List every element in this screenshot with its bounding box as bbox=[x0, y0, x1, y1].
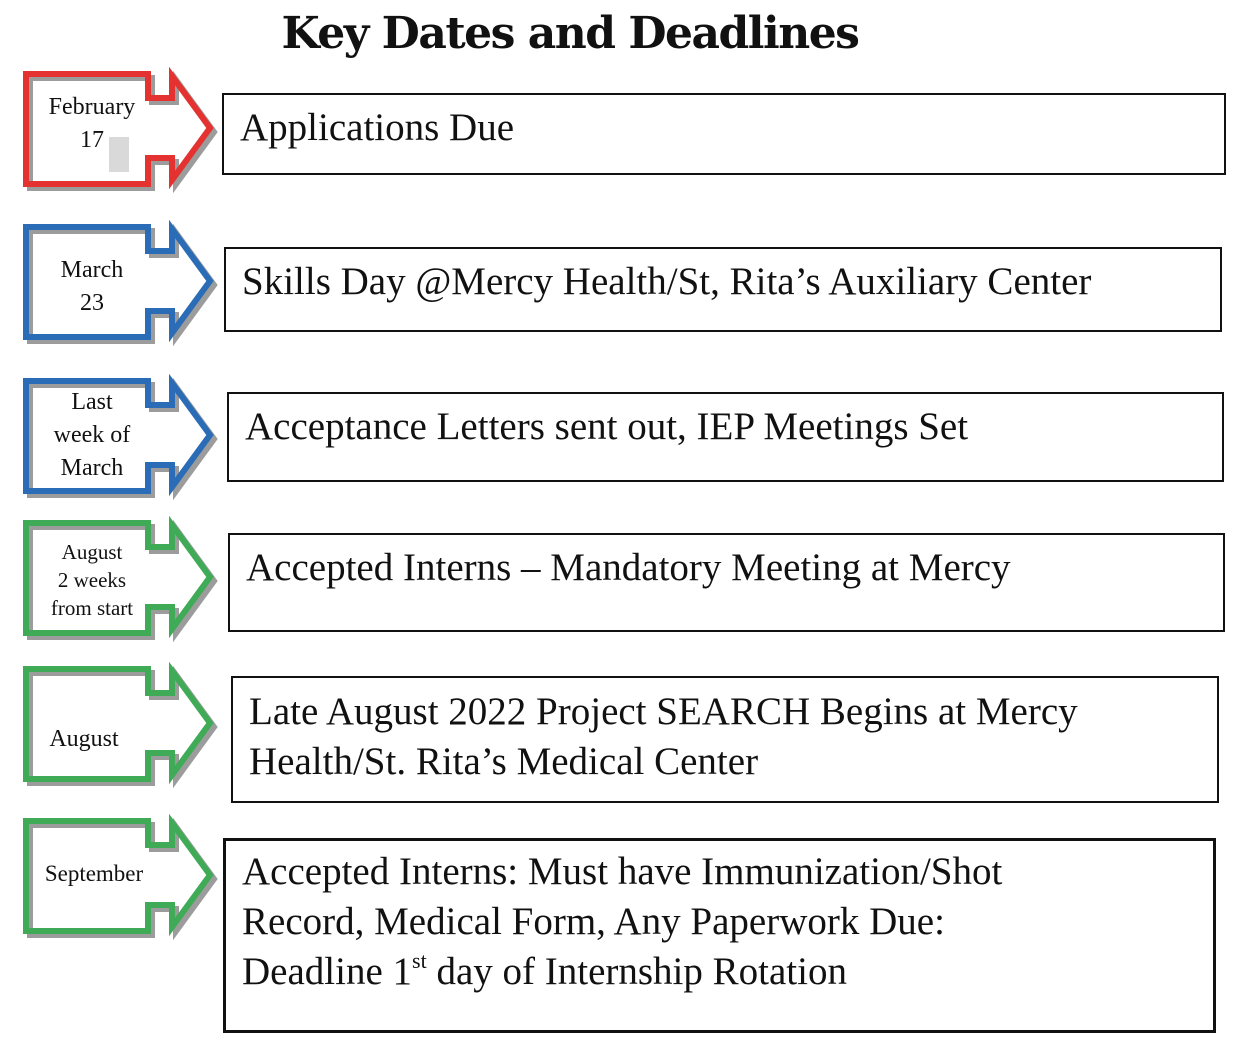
event-text-line: Accepted Interns: Must have Immunization/Shot bbox=[242, 850, 1003, 893]
event-text-line: Record, Medical Form, Any Paperwork Due: bbox=[242, 900, 945, 943]
event-box bbox=[227, 392, 1224, 482]
event-text-line: Health/St. Rita’s Medical Center bbox=[249, 740, 759, 783]
date-line: 17 bbox=[80, 127, 104, 153]
date-line: March bbox=[60, 257, 124, 283]
date-label bbox=[28, 254, 156, 320]
date-line: Last bbox=[71, 389, 113, 415]
event-text: Acceptance Letters sent out, IEP Meetings Set bbox=[245, 405, 969, 448]
date-label bbox=[20, 723, 148, 756]
date-line: 23 bbox=[80, 290, 104, 316]
timeline-row-4 bbox=[0, 519, 1237, 639]
date-line: February bbox=[48, 94, 136, 120]
event-text: Skills Day @Mercy Health/St, Rita’s Auxiliary Center bbox=[242, 260, 1092, 303]
event-box bbox=[222, 93, 1226, 175]
date-line: September bbox=[44, 861, 144, 886]
date-label bbox=[28, 386, 156, 485]
date-line: from start bbox=[50, 596, 134, 620]
date-label bbox=[28, 538, 156, 622]
date-line: 2 weeks bbox=[57, 568, 127, 592]
event-box bbox=[231, 676, 1219, 803]
timeline-row-2 bbox=[0, 223, 1237, 343]
timeline-row-6 bbox=[0, 817, 1237, 1037]
event-text-part: Deadline 1 bbox=[242, 950, 413, 993]
event-text-line: Late August 2022 Project SEARCH Begins at Mercy bbox=[249, 690, 1078, 733]
event-text: Applications Due bbox=[240, 106, 515, 149]
event-box bbox=[223, 838, 1216, 1033]
redaction-mark bbox=[109, 137, 129, 172]
event-box bbox=[224, 247, 1222, 332]
date-line: March bbox=[60, 455, 124, 481]
date-line: August bbox=[49, 726, 119, 752]
date-line: week of bbox=[53, 422, 131, 448]
date-line: August bbox=[61, 540, 123, 564]
ordinal-suffix: st bbox=[412, 948, 427, 973]
page-title: Key Dates and Deadlines bbox=[281, 8, 859, 59]
event-text: Accepted Interns – Mandatory Meeting at Mercy bbox=[246, 546, 1011, 589]
timeline-row-1 bbox=[0, 70, 1237, 190]
event-box bbox=[228, 533, 1225, 632]
timeline-row-3 bbox=[0, 377, 1237, 497]
timeline-row-5 bbox=[0, 665, 1237, 805]
date-label bbox=[30, 857, 158, 890]
event-text-line bbox=[242, 947, 1197, 997]
date-label bbox=[28, 91, 156, 157]
event-text-part: day of Internship Rotation bbox=[426, 950, 847, 993]
